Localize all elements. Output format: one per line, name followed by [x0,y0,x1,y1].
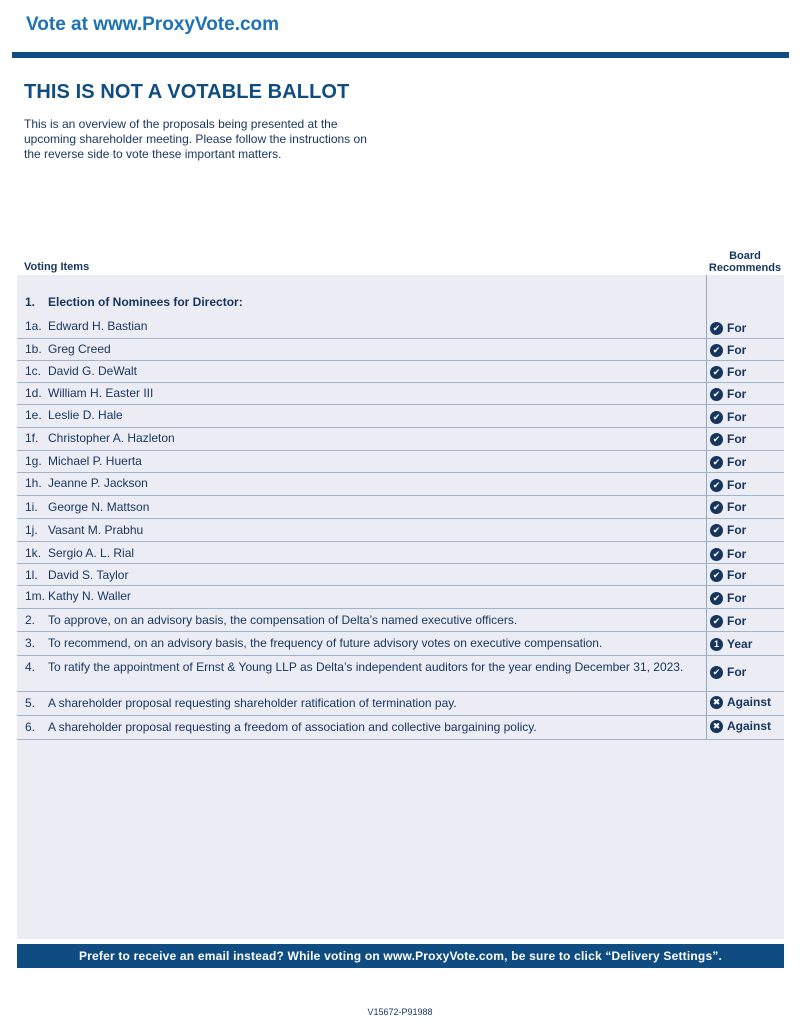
board-recommendation [710,695,771,709]
recommendation-label: For [727,591,747,605]
item-number: 1h. [25,476,42,490]
board-recommends-heading [706,250,784,274]
item-text: To approve, on an advisory basis, the compensation of Delta’s named executive officers. [48,613,518,627]
board-recommendation [710,568,746,582]
check-icon: ✔ [710,366,723,379]
board-recommendation [710,365,746,379]
recommendation-label: Against [727,719,772,733]
item-number: 4. [25,660,36,674]
page-title: THIS IS NOT A VOTABLE BALLOT [24,81,350,103]
item-number: 2. [25,613,36,627]
item-number: 1m. [25,589,46,603]
recommendation-label: For [727,478,747,492]
board-recommendation [710,321,746,335]
item-number: 1a. [25,319,42,333]
item-number: 1i. [25,500,38,514]
check-icon: ✔ [710,592,723,605]
board-recommendation [710,478,746,492]
check-icon: ✔ [710,456,723,469]
check-icon: ✔ [710,569,723,582]
item-number: 1j. [25,523,38,537]
recommendation-label: Against [727,695,772,709]
item-number: 1g. [25,454,42,468]
recommendation-label: For [727,500,747,514]
voting-item-row [17,716,784,740]
voting-item-row [17,692,784,716]
recommendation-label: Year [727,637,753,651]
item-text: Greg Creed [48,342,111,356]
check-icon: ✔ [710,322,723,335]
voting-item-row [17,339,784,361]
voting-item-row [17,609,784,632]
board-recommendation [710,432,746,446]
intro-line: upcoming shareholder meeting. Please follow the instructions on [24,132,367,146]
board-recommendation [710,523,746,537]
intro-paragraph [24,117,394,162]
board-recommendation [710,387,746,401]
board-recommendation [710,500,746,514]
item-text: Sergio A. L. Rial [48,546,135,560]
item-number: 1e. [25,408,42,422]
voting-item-row [17,316,784,339]
item-number: 1f. [25,431,39,445]
board-recommendation [710,591,746,605]
item-number: 1c. [25,364,42,378]
recommendation-label: For [727,365,747,379]
check-icon: ✔ [710,666,723,679]
board-heading-line2: Recommends [708,262,782,274]
item-text: David G. DeWalt [48,364,137,378]
x-icon: ✖ [710,720,723,733]
recommendation-label: For [727,614,747,628]
voting-item-row [17,564,784,586]
email-delivery-banner: Prefer to receive an email instead? While voting on www.ProxyVote.com, be sure to click “Delivery Settings”. [17,944,784,968]
board-recommendation [710,343,746,357]
check-icon: ✔ [710,524,723,537]
board-recommendation [710,665,746,679]
check-icon: ✔ [710,615,723,628]
board-recommendation [710,719,771,733]
section-label: Election of Nominees for Director: [48,295,243,309]
check-icon: ✔ [710,433,723,446]
item-text: Vasant M. Prabhu [48,523,144,537]
item-number: 6. [25,720,36,734]
check-icon: ✔ [710,344,723,357]
item-text: A shareholder proposal requesting shareholder ratification of termination pay. [48,696,457,710]
check-icon: ✔ [710,388,723,401]
board-recommendation [710,614,746,628]
voting-item-row [17,361,784,383]
item-text: Jeanne P. Jackson [48,476,148,490]
item-text: William H. Easter III [48,386,154,400]
recommendation-label: For [727,523,747,537]
voting-items-heading: Voting Items [24,261,90,273]
recommendation-label: For [727,432,747,446]
voting-item-row [17,496,784,519]
check-icon: ✔ [710,479,723,492]
recommendation-label: For [727,343,747,357]
item-text: To recommend, on an advisory basis, the frequency of future advisory votes on executive compensation. [48,636,603,650]
one-icon: 1 [710,638,723,651]
voting-item-row [17,451,784,473]
intro-line: the reverse side to vote these important matters. [24,147,282,161]
item-number: 1l. [25,568,38,582]
voting-item-row [17,428,784,451]
section-number: 1. [25,295,36,309]
item-text: Edward H. Bastian [48,319,148,333]
voting-item-row [17,405,784,428]
recommendation-label: For [727,321,747,335]
x-icon: ✖ [710,696,723,709]
voting-item-row [17,656,784,692]
check-icon: ✔ [710,501,723,514]
item-number: 1k. [25,546,42,560]
item-text: Leslie D. Hale [48,408,123,422]
check-icon: ✔ [710,411,723,424]
item-text: George N. Mattson [48,500,150,514]
item-text: Michael P. Huerta [48,454,142,468]
voting-item-row [17,519,784,542]
recommendation-label: For [727,410,747,424]
intro-line: This is an overview of the proposals being presented at the [24,117,338,131]
item-text: Kathy N. Waller [48,589,131,603]
proxyvote-header-link[interactable]: Vote at www.ProxyVote.com [26,14,280,35]
recommendation-label: For [727,665,747,679]
board-recommendation [710,637,752,651]
board-recommendation [710,410,746,424]
item-text: Christopher A. Hazleton [48,431,175,445]
item-number: 3. [25,636,36,650]
header-rule [12,52,789,58]
voting-item-row [17,542,784,564]
voting-item-row [17,473,784,496]
recommendation-label: For [727,455,747,469]
voting-item-row [17,383,784,405]
election-section-row [17,289,784,315]
board-recommendation [710,455,746,469]
item-number: 1d. [25,386,42,400]
item-text: To ratify the appointment of Ernst & Young LLP as Delta’s independent auditors for the year ending December 31, 2023. [48,660,684,674]
item-number: 1b. [25,342,42,356]
check-icon: ✔ [710,548,723,561]
voting-item-row [17,632,784,656]
item-text: A shareholder proposal requesting a freedom of association and collective bargaining policy. [48,720,537,734]
board-heading-line1: Board [729,250,761,262]
recommendation-label: For [727,547,747,561]
recommendation-label: For [727,387,747,401]
item-number: 5. [25,696,36,710]
voting-item-row [17,586,784,609]
board-recommendation [710,547,746,561]
document-code: V15672-P91988 [367,1007,433,1017]
recommendation-label: For [727,568,747,582]
item-text: David S. Taylor [48,568,129,582]
